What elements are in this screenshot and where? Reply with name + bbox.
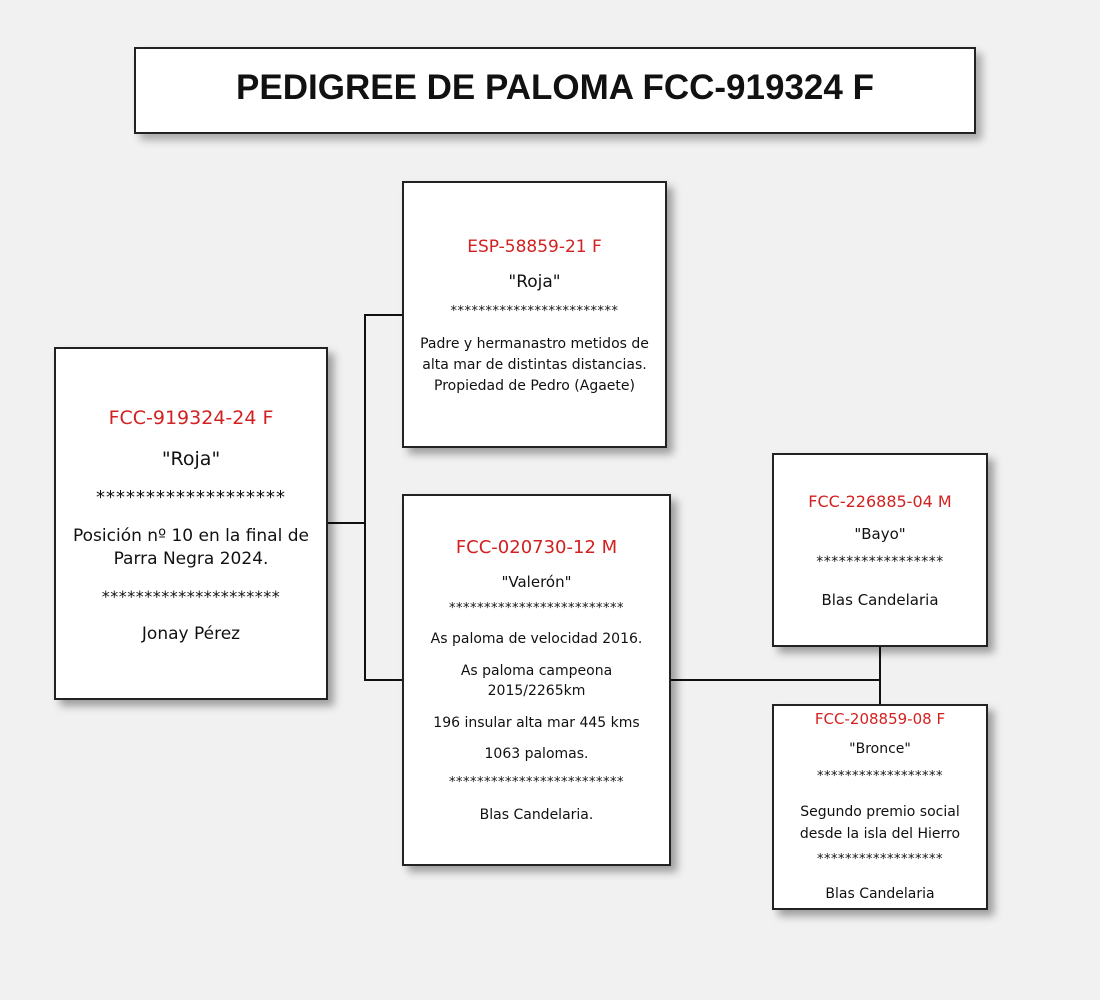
main-bird-achievement: Posición nº 10 en la final de Parra Negra 2024. [73,526,309,569]
grandfather-card [772,453,988,647]
grandfather-ring: FCC-226885-04 M [808,492,952,511]
main-bird-separator-1: ******************* [96,487,286,508]
father-ring: FCC-020730-12 M [455,537,618,558]
main-bird-owner: Jonay Pérez [141,624,241,644]
page-title: PEDIGREE DE PALOMA FCC-919324 F [236,68,874,107]
main-bird-name: "Roja" [161,448,221,470]
main-bird-card [54,347,328,700]
father-separator-1: ************************* [449,601,624,616]
mother-card [402,181,667,448]
mother-name: "Roja" [508,272,561,292]
connector-grandparents-vertical [879,646,881,706]
grandmother-description: Segundo premio social desde la isla del Hierro [799,804,961,842]
father-achievement-1: As paloma de velocidad 2016. [430,631,643,647]
connector-grandparents-horizontal [670,679,881,681]
main-bird-separator-2: ********************* [101,587,281,606]
father-name: "Valerón" [501,573,572,591]
connector-main-horizontal [327,522,365,524]
mother-separator: ************************ [450,304,619,319]
grandmother-separator-2: ****************** [817,852,943,867]
father-achievement-3: 196 insular alta mar 445 kms [433,715,640,731]
grandmother-owner: Blas Candelaria [825,886,935,902]
grandmother-card [772,704,988,910]
father-achievement-4: 1063 palomas. [484,746,589,762]
connector-parents-vertical [364,314,366,681]
grandfather-name: "Bayo" [854,525,906,543]
father-owner: Blas Candelaria. [479,807,594,823]
grandfather-separator: ***************** [816,554,944,570]
main-bird-ring: FCC-919324-24 F [108,407,274,429]
mother-description: Padre y hermanastro metidos de alta mar de distintas distancias. Propiedad de Pedro (Agaete) [420,336,649,394]
connector-father-horizontal [364,679,404,681]
father-achievement-2: As paloma campeona 2015/2265km [460,663,613,699]
grandmother-name: "Bronce" [849,741,911,757]
grandmother-ring: FCC-208859-08 F [814,710,946,728]
connector-mother-horizontal [364,314,404,316]
father-card [402,494,671,866]
father-separator-2: ************************* [449,775,624,790]
mother-ring: ESP-58859-21 F [467,237,602,257]
grandmother-separator-1: ****************** [817,769,943,784]
grandfather-owner: Blas Candelaria [821,591,939,609]
title-box [134,47,976,134]
